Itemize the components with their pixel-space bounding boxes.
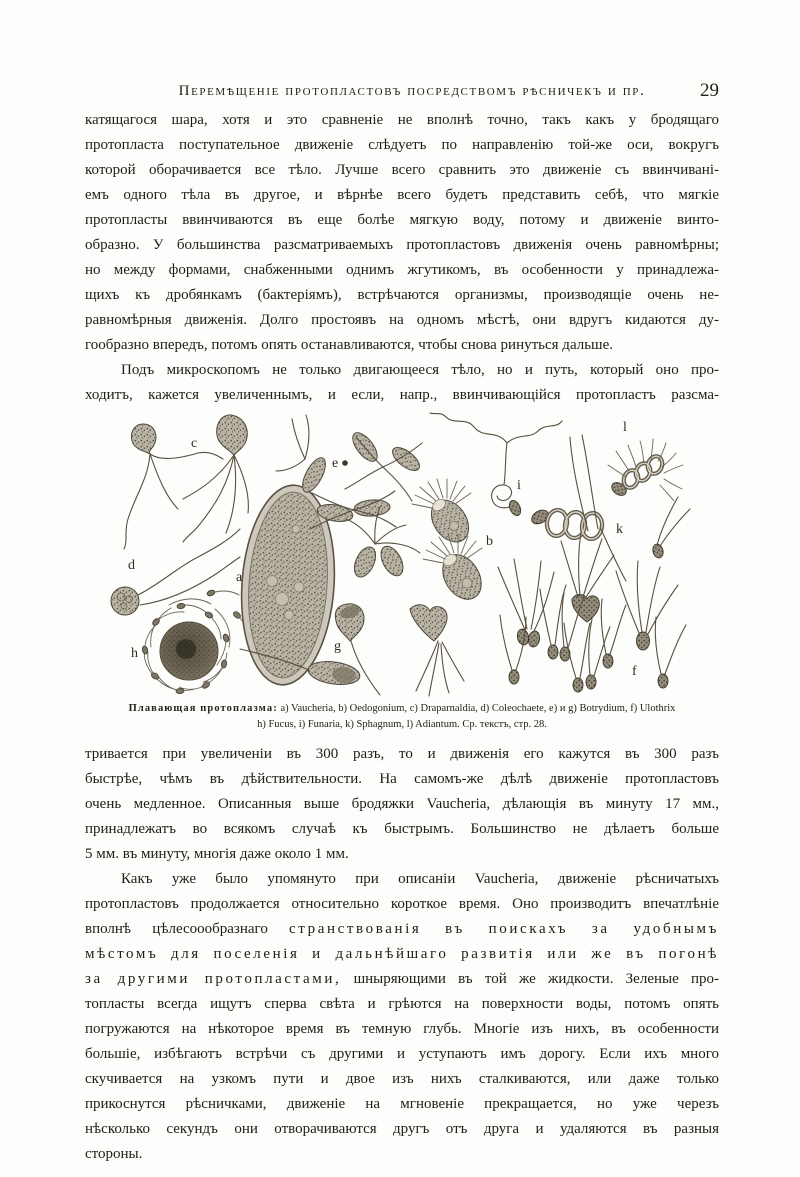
running-head-title: Перемѣщеніе протопластовъ посредствомъ рѣсничекъ и пр. (178, 83, 646, 99)
text-line: протопласта поступательное движеніе слѣдуетъ по направленію той-же оси, вокругъ (85, 137, 719, 153)
text-line: образно. У большинства разсматриваемыхъ протопластовъ движенія очень равномѣрны; (85, 237, 719, 253)
figure-label-h: h (131, 646, 138, 661)
text-line: протопластовъ продолжается относительно короткое время. Оно производитъ впечатлѣніе (85, 896, 719, 912)
text-line: принадлежатъ во всякомъ случаѣ къ быстрымъ. Большинство не дѣлаетъ больше (85, 821, 719, 837)
text-line: погружаются на нѣкоторое время въ темную глубь. Многіе изъ нихъ, въ особенности (85, 1021, 719, 1037)
text-line (85, 942, 719, 967)
text-line (85, 967, 719, 992)
text-line (85, 917, 719, 942)
figure-label-f: f (632, 664, 637, 679)
text-run: вполнѣ цѣлесоообразнаго (85, 921, 290, 937)
text-line: тривается при увеличеніи въ 300 разъ, то и движенія его кажутся въ 300 разъ (85, 746, 719, 762)
figure-label-d: d (128, 558, 135, 573)
figure-label-b: b (486, 534, 493, 549)
text-run-spaced: за другими протопластами, (85, 971, 342, 987)
text-run: шныряющими въ той же жидкости. Зеленые про- (341, 971, 719, 987)
text-run-spaced: мѣстомъ для поселенія и дальнѣйшаго развитія или же въ погонѣ (85, 946, 719, 962)
organism-c-draparnaldia (124, 415, 248, 549)
organism-b-oedogonium (412, 479, 493, 606)
page-number: 29 (700, 80, 719, 101)
text-line: равномѣрныя движенія. Долго простоявъ на одномъ мѣстѣ, они вдругъ кидаются ду- (85, 312, 719, 328)
text-block-lower (85, 742, 719, 1167)
figure-label-a: a (236, 570, 243, 585)
protoplasm-figure (98, 409, 710, 699)
text-line: емъ одного тѣла въ другое, и вѣрнѣе всего будетъ представить себѣ, что мягкіе (85, 187, 719, 203)
figure-caption (78, 701, 726, 733)
text-line: прикоснутся рѣсничками, движеніе на мгновеніе прекращается, но уже черезъ (85, 1096, 719, 1112)
text-run-spaced: странствованія въ поискахъ за удобнымъ (289, 921, 719, 937)
figure-caption-line1-rest: a) Vaucheria, b) Oedogonium, c) Draparnaldia, d) Coleochaete, e) и g) Botrydium, f) Ulothrix (280, 703, 676, 714)
text-line: скучивается на узкомъ пути и двое изъ нихъ сталкиваются, или даже только (85, 1071, 719, 1087)
figure-label-e: e (332, 456, 339, 471)
text-line: щихъ къ дробянкамъ (бактеріямъ), встрѣчаются организмы, производящіе очень не- (85, 287, 719, 303)
figure-label-c: c (191, 436, 198, 451)
text-line: 5 мм. въ минуту, многія даже около 1 мм. (85, 846, 349, 862)
text-line: большіе, избѣгаютъ встрѣчи съ другими и уступаютъ имъ дорогу. Если ихъ много (85, 1046, 719, 1062)
text-line: катящагося шара, хотя и это сравненіе не вполнѣ точно, такъ какъ у бродящаго (85, 112, 719, 128)
running-head (85, 80, 719, 104)
text-line: протопласты ввинчиваются въ еще болѣе мягкую воду, потому и движеніе винто- (85, 212, 719, 228)
figure-label-i: i (517, 478, 521, 493)
text-line: быстрѣе, чѣмъ въ дѣйствительности. На самомъ-же дѣлѣ движеніе протопластовъ (85, 771, 719, 787)
text-block-upper (85, 108, 719, 408)
text-line: стороны. (85, 1146, 143, 1162)
figure-caption-lead: Плавающая протоплазма: (128, 703, 278, 714)
figure-label-g: g (334, 639, 341, 654)
figure-caption-line2: h) Fucus, i) Funaria, k) Sphagnum, l) Adiantum. Ср. текстъ, стр. 28. (257, 719, 547, 730)
organism-l-adiantum (608, 420, 690, 559)
text-line: Подъ микроскопомъ не только двигающееся тѣло, но и путь, который оно про- (121, 362, 719, 378)
figure-caption-line1 (78, 701, 726, 717)
text-line: топласты всегда ищутъ сперва свѣта и грѣются на поверхности воды, потомъ опять (85, 996, 719, 1012)
text-line: гообразно впередъ, потомъ опять останавливаются, чтобы снова ринуться дальше. (85, 337, 614, 353)
text-line: очень медленное. Описанныя выше бродяжки Vaucheria, дѣлающія въ минуту 17 мм., (85, 796, 719, 812)
text-line: ходитъ, кажется увеличеннымъ, и если, напр., ввинчивающійся протопластъ разсма- (85, 387, 719, 403)
text-line: Какъ уже было упомянуто при описаніи Vaucheria, движеніе рѣсничатыхъ (121, 871, 719, 887)
organism-h-fucus (131, 589, 249, 694)
text-line: но между формами, снабженными однимъ жгутикомъ, въ особенности у принадлежа- (85, 262, 719, 278)
figure-label-l: l (623, 420, 627, 435)
text-line: нѣсколько секундъ они отворачиваются другъ отъ друга и удаляются въ разныя (85, 1121, 719, 1137)
figure-label-k: k (616, 522, 623, 537)
text-line: которой оборачивается все тѣло. Лучше всего сравнить это движеніе съ ввинчивані- (85, 162, 719, 178)
